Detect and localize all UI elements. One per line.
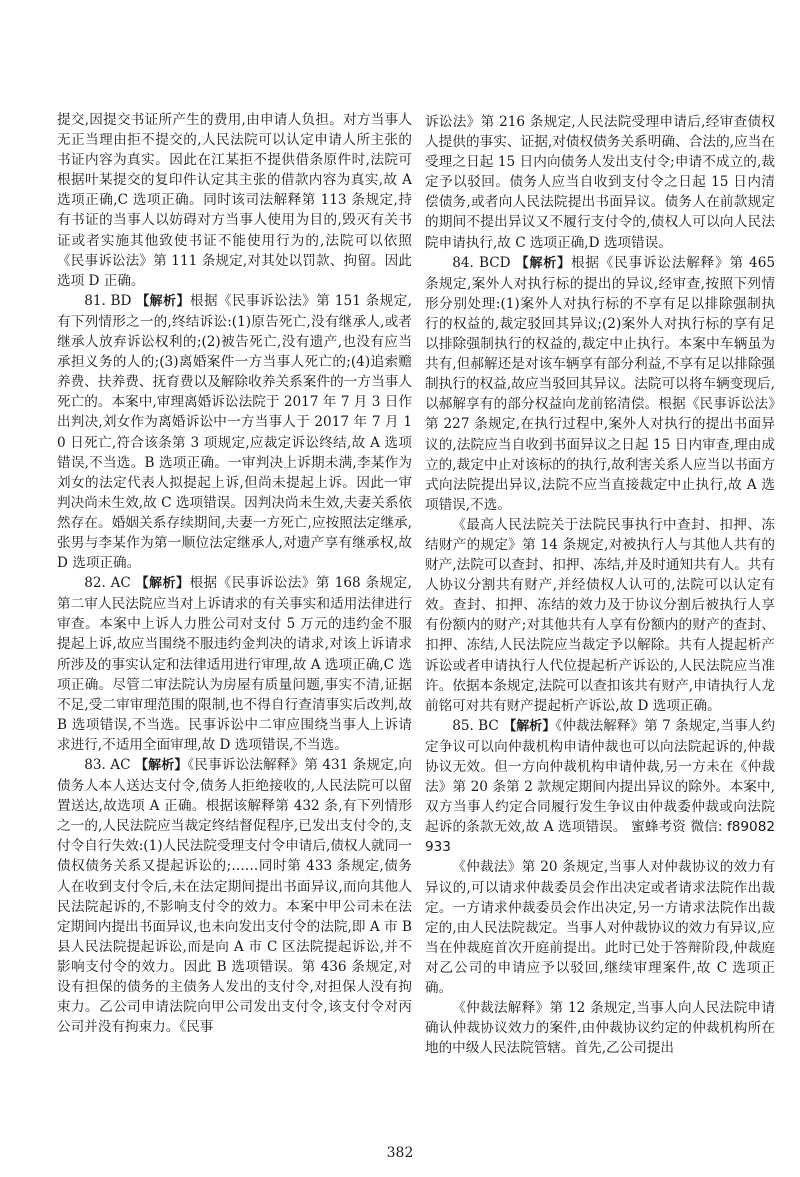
answer-explanation: 根据《民事诉讼法》第 168 条规定,第二审人民法院应当对上诉请求的有关事实和适用法律进行审查。本案中上诉人力胜公司对支付 5 万元的违约金不服提起上诉,故应当围绕不服违约金判决的请求,对该上诉请求所涉及的事实认定和法律适用进行审理,故 A 选项正确,C 选项正确。尽管二审法院认为房屋有质量问题,事实不清,证据不足,受二审审理范围的限制,也不得自行查清事实后改判,故 B 选项错误,不当选。民事诉讼中二审应围绕当事人上诉请求进行,不适用全面审理,故 D 选项错误,不当选。 xyxy=(57,575,412,753)
analysis-tag: 【解析】 xyxy=(503,718,556,734)
explanation-paragraph: 《仲裁法解释》第 12 条规定,当事人向人民法院申请确认仲裁协议效力的案件,由仲裁协议约定的仲裁机构所在地的中级人民法院管辖。首先,乙公司提出 xyxy=(425,1000,775,1057)
analysis-tag: 【解析】 xyxy=(135,576,190,592)
explanation-paragraph: 《最高人民法院关于法院民事执行中查封、扣押、冻结财产的规定》第 14 条规定,对被执行人与其他人共有的财产,法院可以查封、扣押、冻结,并及时通知共有人。共有人协议分割共有财产,并经债权人认可的,法院可以认定有效。查封、扣押、冻结的效力及于协议分割后被执行人享有份额内的财产;对其他共有人享有份额内的财产的查封、扣押、冻结,人民法院应当裁定予以解除。共有人提起析产诉讼或者申请执行人代位提起析产诉讼的,人民法院应当准许。依据本条规定,法院可以查扣该共有财产,申请执行人龙前铭可对共有财产提起析产诉讼,故 D 选项正确。 xyxy=(425,516,775,714)
paragraph-continuation: 诉讼法》第 216 条规定,人民法院受理申请后,经审查债权人提供的事实、证据,对债权债务关系明确、合法的,应当在受理之日起 15 日内向债务人发出支付令;申请不成立的,裁定予以驳回。债务人应当自收到支付令之日起 15 日内清偿债务,或者向人民法院提出书面异议。债务人在前款规定的期间不提出异议又不履行支付令的,债权人可以向人民法院申请执行,故 C 选项正确,D 选项错误。 xyxy=(425,114,775,251)
answer-label: 84. BCD xyxy=(452,254,511,271)
answer-explanation: 《仲裁法解释》第 7 条规定,当事人约定争议可以向仲裁机构申请仲裁也可以向法院起诉的,仲裁协议无效。但一方向仲裁机构申请仲裁,另一方未在《仲裁法》第 20 条第 2 款规定期间内提出异议的除外。本案中,双方当事人约定合同履行发生争议由仲裁委仲裁或向法院起诉的条款无效,故 A 选项错误。 xyxy=(425,717,775,836)
paragraph-continuation: 提交,因提交书证所产生的费用,由申请人负担。对方当事人无正当理由拒不提交的,人民法院可以认定申请人所主张的书证内容为真实。因此在江某拒不提供借条原件时,法院可根据叶某提交的复印件认定其主张的借款内容为真实,故 A 选项正确,C 选项正确。同时该司法解释第 113 条规定,持有书证的当事人以妨碍对方当事人使用为目的,毁灭有关书证或者实施其他致使书证不能使用行为的,法院可以依照《民事诉讼法》第 111 条规定,对其处以罚款、拘留。因此选项 D 正确。 xyxy=(57,112,412,289)
explanation-paragraph: 《仲裁法》第 20 条规定,当事人对仲裁协议的效力有异议的,可以请求仲裁委员会作出决定或者请求法院作出裁定。一方请求仲裁委员会作出决定,另一方请求法院作出裁定的,由人民法院裁定。当事人对仲裁协议的效力有异议,应当在仲裁庭首次开庭前提出。此时已处于答辩阶段,仲裁庭对乙公司的申请应予以驳回,继续审理案件,故 C 选项正确。 xyxy=(425,859,775,997)
answer-explanation: 根据《民事诉讼法解释》第 465 条规定,案外人对执行标的提出的异议,经审查,按照下列情形分别处理:(1)案外人对执行标的不享有足以排除强制执行的权益的,裁定驳回其异议;(2)案外人对执行标的享有足以排除强制执行的权益的,裁定中止执行。本案中车辆虽为共有,但郝解还是对该车辆享有部分利益,不享有足以排除强制执行的权益,故应当驳回其异议。法院可以将车辆变现后,以郝解享有的部分权益向龙前铭清偿。根据《民事诉讼法》第 227 条规定,在执行过程中,案外人对执行的提出书面异议的,法院应当自收到书面异议之日起 15 日内审查,理由成立的,裁定中止对该标的的执行,故利害关系人应当以书面方式向法院提出异议,法院不应当直接裁定中止执行,故 A 选项错误,不选。 xyxy=(425,254,775,513)
answer-81-paragraph xyxy=(57,291,412,573)
analysis-tag: 【解析】 xyxy=(134,758,188,773)
answer-82-paragraph xyxy=(57,573,412,755)
right-column xyxy=(425,112,775,1142)
answer-84-paragraph xyxy=(425,253,775,515)
answer-label: 85. BC xyxy=(452,717,499,734)
analysis-tag: 【解析】 xyxy=(515,255,571,271)
answer-explanation: 《民事诉讼法解释》第 431 条规定,向债务人本人送达支付令,债务人拒绝接收的,人民法院可以留置送达,故选项 A 正确。根据该解释第 432 条,有下列情形之一的,人民法院应当裁定终结督促程序,已发出支付令的,支付令自行失效:(1)人民法院受理支付令申请后,债权人就同一债权债务关系又提起诉讼的;……同时第 433 条规定,债务人在收到支付令后,未在法定期间提出书面异议,而向其他人民法院起诉的,不影响支付令的效力。本案中甲公司未在法定期间内提出书面异议,也未向发出支付令的法院,即 A 市 B 县人民法院提起诉讼,而是向 A 市 C 区法院提起诉讼,并不影响支付令的效力。因此 B 选项错误。第 436 条规定,对设有担保的债务的主债务人发出的支付令,对担保人没有拘束力。乙公司申请法院向甲公司发出支付令,该支付令对丙公司并没有拘束力。《民事 xyxy=(57,757,412,1036)
left-column xyxy=(57,110,412,1140)
watermark-text: 蜜蜂考资 微信: f89082933 xyxy=(425,819,775,856)
answer-label: 83. AC xyxy=(84,757,131,773)
analysis-tag: 【解析】 xyxy=(136,293,190,309)
answer-83-paragraph xyxy=(57,755,412,1037)
page-number: 382 xyxy=(386,1145,414,1161)
answer-label: 81. BD xyxy=(84,292,132,309)
answer-explanation: 根据《民事诉讼法》第 151 条规定,有下列情形之一的,终结诉讼:(1)原告死亡,没有继承人,或者继承人放弃诉讼权利的;(2)被告死亡,没有遗产,也没有应当承担义务的人的;(3)离婚案件一方当事人死亡的;(4)追索赡养费、扶养费、抚育费以及解除收养关系案件的一方当事人死亡的。本案中,审理离婚诉讼法院于 2017 年 7 月 3 日作出判决,刘女作为离婚诉讼中一方当事人于 2017 年 7 月 10 日死亡,符合该条第 3 项规定,应裁定诉讼终结,故 A 选项错误,不当选。B 选项正确。一审判决上诉期未满,李某作为刘女的法定代表人拟提起上诉,但尚未提起上诉。因此一审判决尚未生效,故 C 选项错误。因判决尚未生效,夫妻关系依然存在。婚姻关系存续期间,夫妻一方死亡,应按照法定继承,张男与李某作为第一顺位法定继承人,对遗产享有继承权,故 D 选项正确。 xyxy=(57,292,412,572)
answer-85-paragraph xyxy=(425,716,775,858)
answer-label: 82. AC xyxy=(84,575,131,592)
